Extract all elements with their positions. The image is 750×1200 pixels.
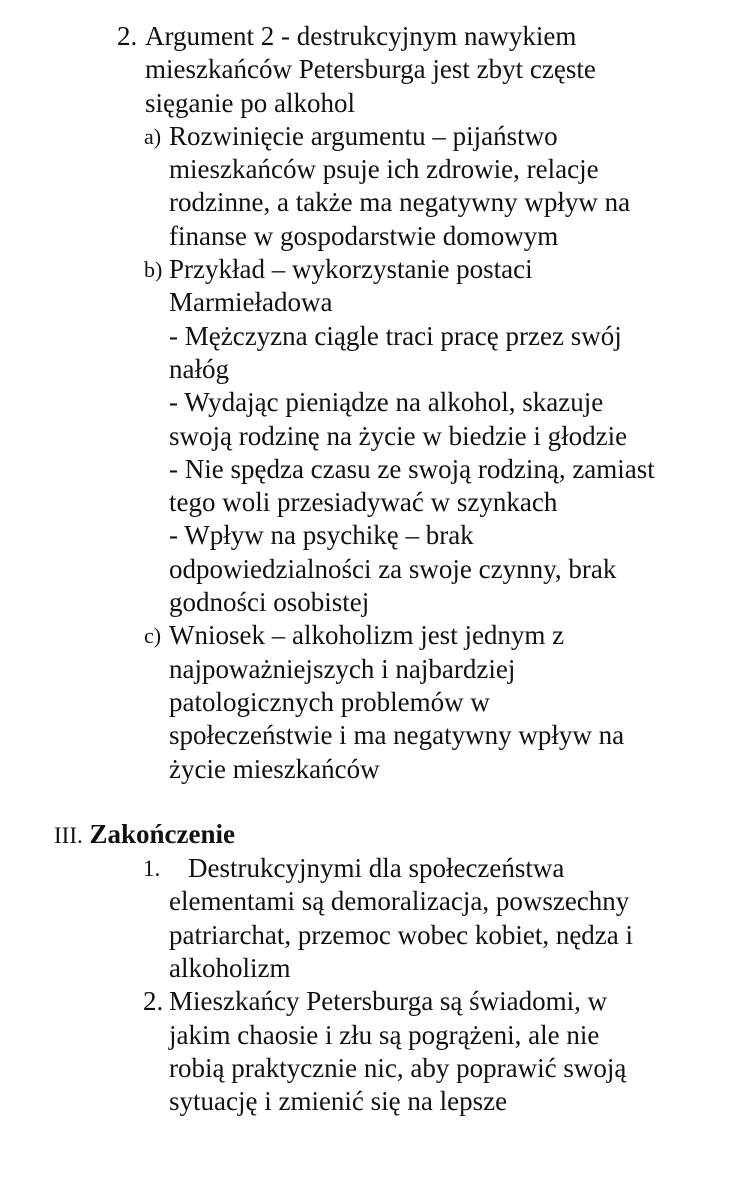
point-c-marker: c) (144, 623, 162, 649)
point-b-subpoint-text: - Nie spędza czasu ze swoją rodziną, zamiast tego woli przesiadywać w szynkach (169, 453, 655, 518)
conclusion-item-1 (143, 852, 649, 985)
point-b-subpoint-text: - Wydając pieniądze na alkohol, skazuje swoją rodzinę na życie w biedzie i głodzie (169, 387, 628, 451)
point-b-subpoint (169, 320, 649, 387)
point-b-subpoint-text: - Wpływ na psychikę – brak odpowiedzialności za swoje czynny, brak godności osobistej (169, 520, 617, 618)
argument-2-point-b (144, 253, 569, 320)
argument-2 (117, 20, 605, 120)
argument-2-number: 2. (117, 21, 138, 51)
point-a-text: Rozwinięcie argumentu – pijaństwo mieszkańców psuje ich zdrowie, relacje rodzinne, a także ma negatywny wpływ na finanse w gospodarstwie domowym (169, 120, 631, 251)
document-page (0, 20, 750, 1119)
argument-2-point-c (144, 619, 649, 785)
conclusion-item-1-number: 1. (143, 856, 161, 882)
conclusion-item-1-text: Destrukcyjnymi dla społeczeństwa elementami są demoralizacja, powszechny patriarchat, przemoc wobec kobiet, nędza i alkoholizm (169, 853, 634, 984)
point-b-subpoint (169, 453, 679, 520)
section-3-title: Zakończenie (89, 818, 235, 849)
section-3-numeral: III. (54, 822, 83, 848)
point-b-marker: b) (144, 257, 163, 283)
point-c-text: Wniosek – alkoholizm jest jednym z najpoważniejszych i najbardziej patologicznych problemów w społeczeństwie i ma negatywny wpływ na życie mieszkańców (169, 620, 625, 784)
point-a-marker: a) (144, 123, 162, 149)
argument-2-text: Argument 2 - destrukcyjnym nawykiem mieszkańców Petersburga jest zbyt częste sięganie po alkohol (145, 21, 596, 118)
argument-2-point-a (144, 120, 649, 253)
conclusion-item-2-number: 2. (143, 986, 164, 1017)
conclusion-item-2 (143, 985, 649, 1118)
section-3-heading (54, 818, 654, 852)
point-b-subpoint-text: - Mężczyzna ciągle traci pracę przez swój nałóg (169, 320, 622, 384)
conclusion-item-2-text: Mieszkańcy Petersburga są świadomi, w jakim chaosie i złu są pogrążeni, ale nie robią praktycznie nic, aby poprawić swoją sytuację i zmienić się na lepsze (169, 986, 627, 1117)
point-b-subpoint (169, 386, 649, 453)
point-b-text: Przykład – wykorzystanie postaci Marmieładowa (169, 254, 533, 318)
point-b-subpoint (169, 519, 639, 619)
